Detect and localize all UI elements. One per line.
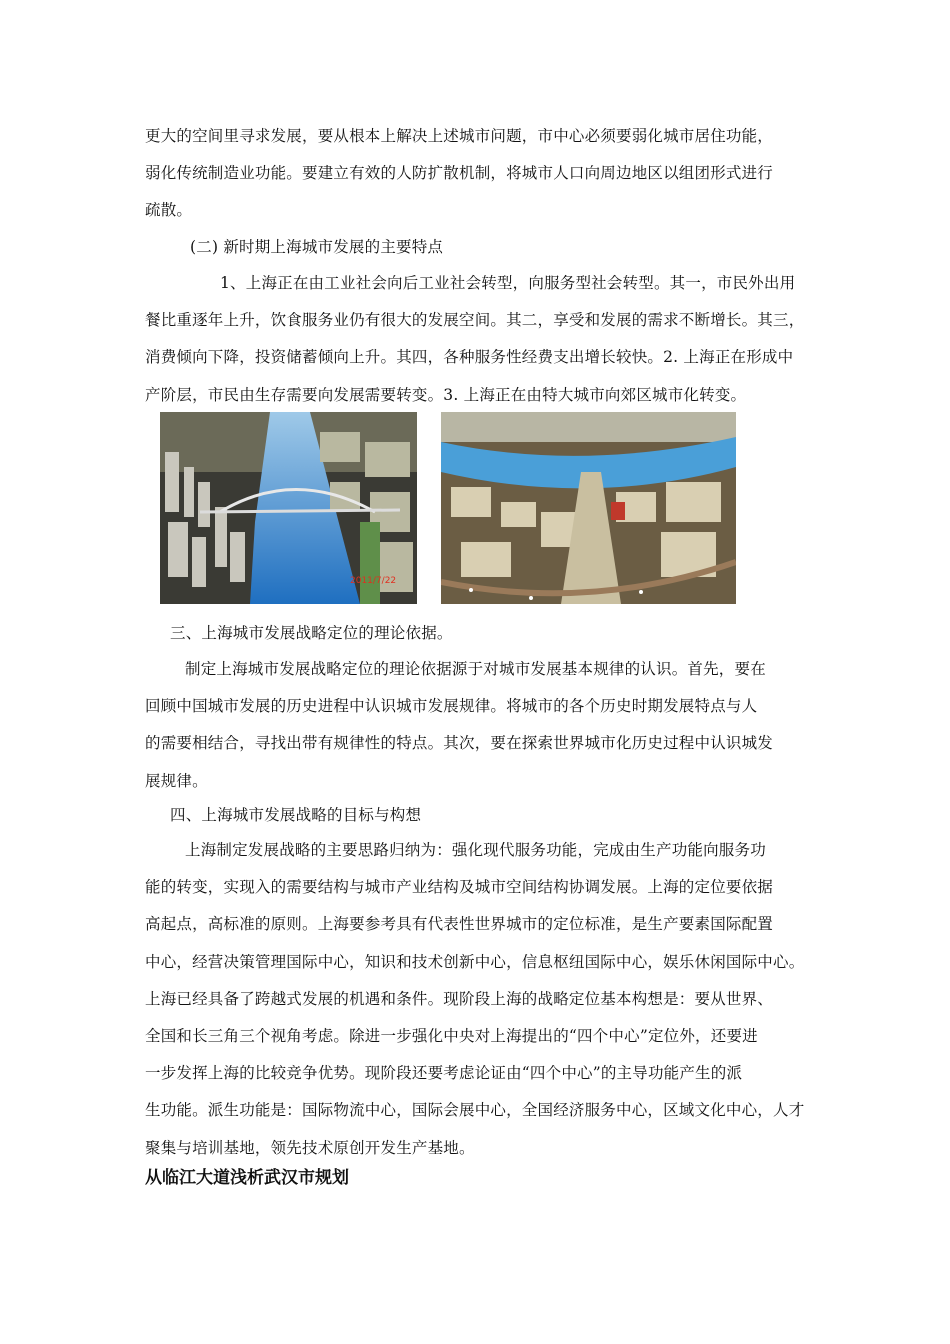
text-line: 高起点，高标准的原则。上海要参考具有代表性世界城市的定位标准，是生产要素国际配置 (145, 915, 774, 934)
text-line: 回顾中国城市发展的历史进程中认识城市发展规律。将城市的各个历史时期发展特点与人 (145, 697, 758, 716)
text-line: 的需要相结合，寻找出带有规律性的特点。其次，要在探索世界城市化历史过程中认识城发 (145, 734, 774, 753)
photo-date-stamp: 2011/7/22 (350, 576, 397, 586)
text-line: 消费倾向下降，投资储蓄倾向上升。其四，各种服务性经费支出增长较快。2. 上海正在形成中 (145, 348, 794, 367)
text-line: 展规律。 (145, 771, 208, 790)
city-model-photo-right (441, 412, 736, 604)
text-line: 上海已经具备了跨越式发展的机遇和条件。现阶段上海的战略定位基本构想是：要从世界、 (145, 989, 774, 1008)
sub-heading-text: (二) 新时期上海城市发展的主要特点 (190, 238, 444, 256)
section-heading-text: 三、上海城市发展战略定位的理论依据。 (170, 624, 453, 642)
article-title: 从临江大道浅析武汉市规划 (145, 1168, 349, 1188)
section-3-heading (170, 615, 810, 652)
text-line: 一步发挥上海的比较竞争优势。现阶段还要考虑论证由“四个中心”的主导功能产生的派 (145, 1064, 743, 1083)
paragraph-4 (145, 832, 817, 1167)
paragraph-3 (145, 651, 817, 800)
text-line: 聚集与培训基地，领先技术原创开发生产基地。 (145, 1138, 475, 1157)
text-line: 疏散。 (145, 201, 193, 220)
text-line: 餐比重逐年上升，饮食服务业仍有很大的发展空间。其二，享受和发展的需求不断增长。其三， (145, 311, 805, 330)
paragraph-2 (145, 265, 817, 414)
text-line: 上海制定发展战略的主要思路归纳为：强化现代服务功能，完成由生产功能向服务功 (185, 841, 766, 859)
sub-heading-2 (190, 229, 810, 266)
text-line: 1、上海正在由工业社会向后工业社会转型，向服务型社会转型。其一，市民外出用 (220, 274, 796, 292)
section-heading-text: 四、上海城市发展战略的目标与构想 (170, 806, 422, 824)
text-line: 生功能。派生功能是：国际物流中心，国际会展中心，全国经济服务中心，区域文化中心，人才 (145, 1101, 805, 1120)
text-line: 产阶层，市民由生存需要向发展需要转变。3. 上海正在由特大城市向郊区城市化转变。 (145, 385, 747, 404)
text-line: 制定上海城市发展战略定位的理论依据源于对城市发展基本规律的认识。首先，要在 (185, 660, 766, 678)
text-line: 弱化传统制造业功能。要建立有效的人防扩散机制，将城市人口向周边地区以组团形式进行 (145, 164, 774, 183)
text-line: 中心，经营决策管理国际中心，知识和技术创新中心，信息枢纽国际中心，娱乐休闲国际中心。 (145, 952, 805, 971)
text-line: 更大的空间里寻求发展，要从根本上解决上述城市问题，市中心必须要弱化城市居住功能， (145, 127, 774, 145)
section-4-heading (170, 797, 810, 834)
text-line: 能的转变，实现入的需要结构与城市产业结构及城市空间结构协调发展。上海的定位要依据 (145, 878, 774, 897)
text-line: 全国和长三角三个视角考虑。除进一步强化中央对上海提出的“四个中心”定位外，还要进 (145, 1027, 758, 1046)
city-model-photo-left (160, 412, 417, 604)
paragraph-1 (145, 118, 817, 230)
